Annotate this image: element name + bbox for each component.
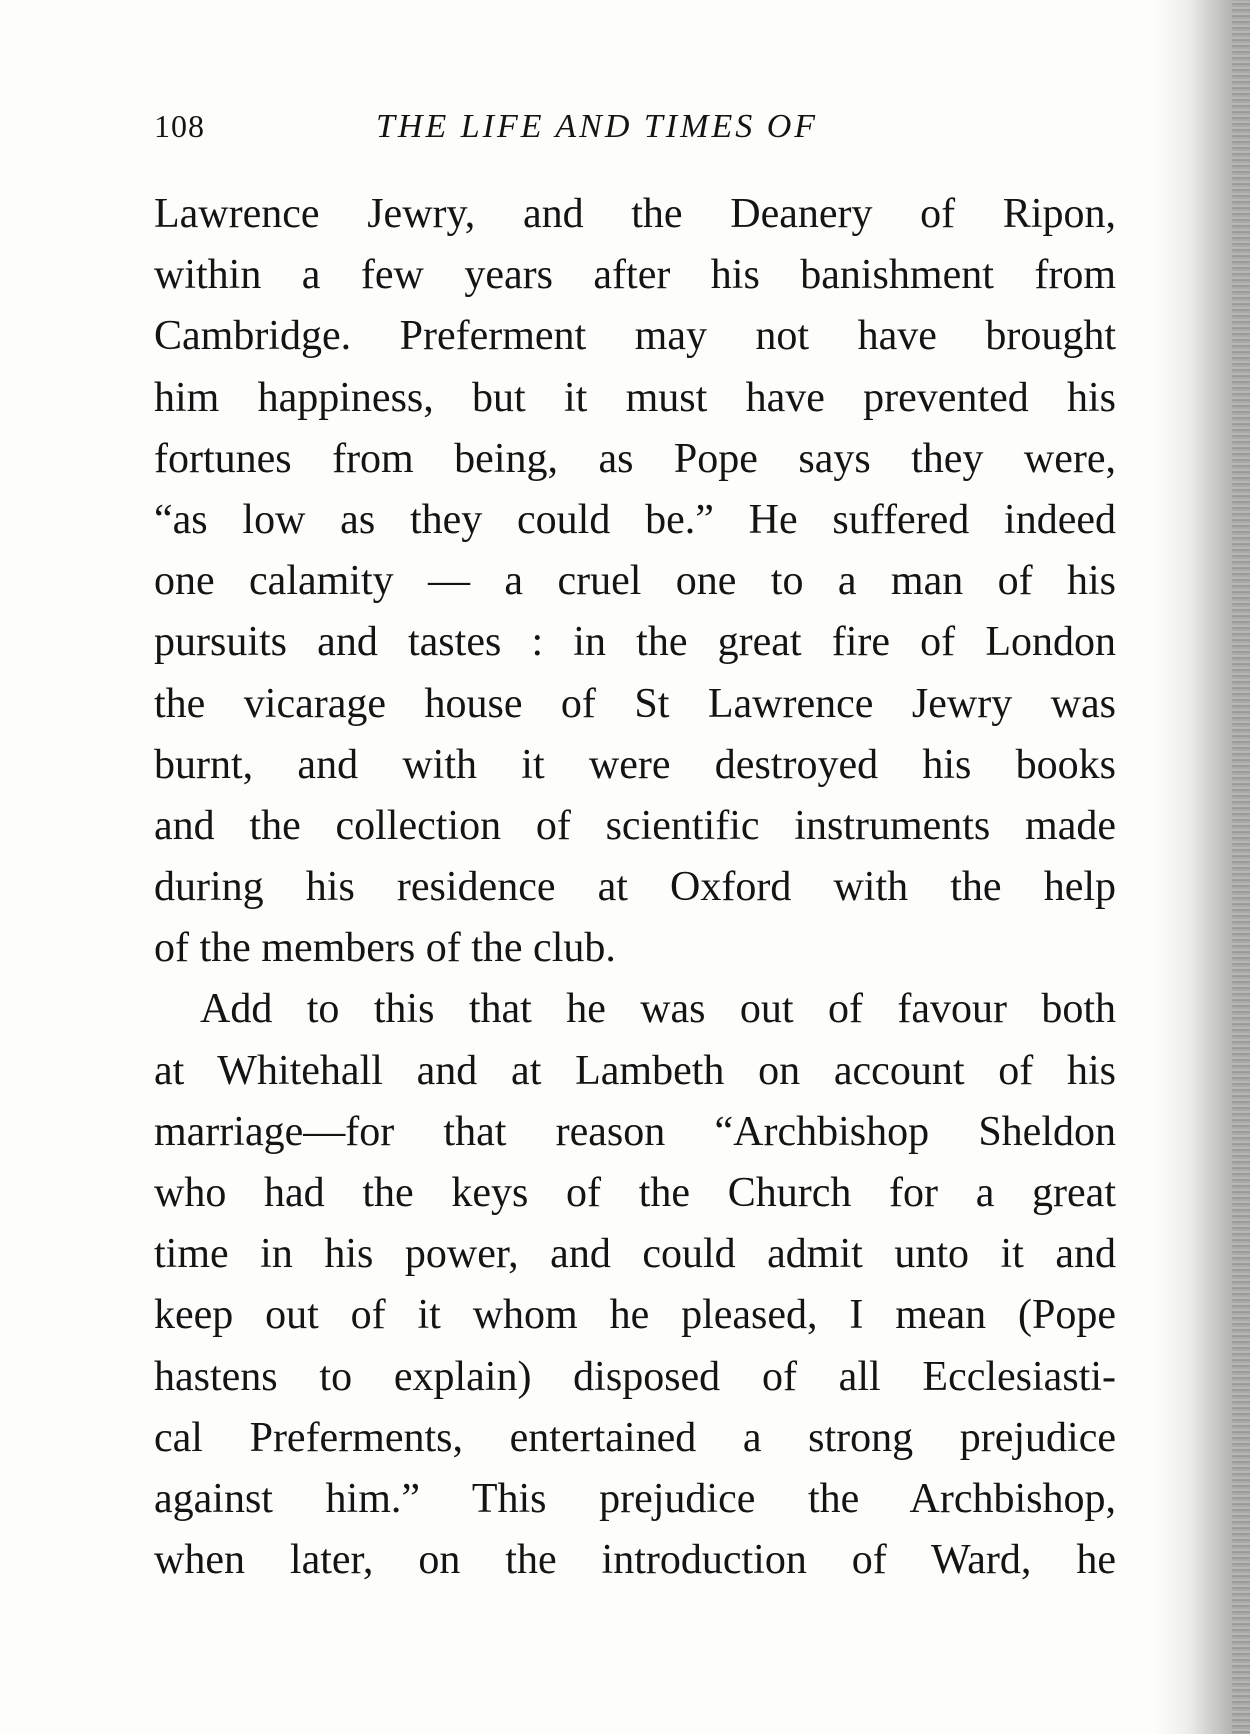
page-edge [1232,0,1250,1734]
text-line: who had the keys of the Church for a great [154,1170,1116,1216]
text-line: against him.” This prejudice the Archbishop, [154,1475,1116,1522]
text-line: Add to this that he was out of favour both [200,986,1116,1033]
running-title: THE LIFE AND TIMES OF [376,108,819,145]
text-line: of the members of the club. [154,925,616,972]
text-line: fortunes from being, as Pope says they were, [154,435,1116,482]
text-line: pursuits and tastes : in the great fire of London [154,619,1116,666]
text-line: when later, on the introduction of Ward, he [154,1537,1116,1584]
text-line: and the collection of scientific instruments made [154,802,1116,849]
text-line: one calamity — a cruel one to a man of his [154,558,1116,605]
page-number: 108 [154,108,205,144]
text-line: Lawrence Jewry, and the Deanery of Ripon, [154,191,1116,237]
text-line: at Whitehall and at Lambeth on account of his [154,1047,1116,1094]
text-line: hastens to explain) disposed of all Ecclesiasti- [154,1353,1116,1400]
running-head [154,108,1054,158]
text-line: time in his power, and could admit unto it and [154,1231,1116,1278]
text-line: keep out of it whom he pleased, I mean (Pope [154,1292,1116,1339]
text-line: “as low as they could be.” He suffered indeed [154,496,1116,543]
text-line: the vicarage house of St Lawrence Jewry was [154,680,1116,727]
text-line: Cambridge. Preferment may not have brought [154,313,1116,360]
text-line: during his residence at Oxford with the help [154,864,1116,911]
text-line: marriage—for that reason “Archbishop Sheldon [154,1108,1116,1155]
text-line: cal Preferments, entertained a strong prejudice [154,1414,1116,1461]
text-line: within a few years after his banishment from [154,252,1116,299]
text-line: burnt, and with it were destroyed his books [154,741,1116,788]
body-text [154,184,1116,1591]
text-line: him happiness, but it must have prevented his [154,374,1116,421]
